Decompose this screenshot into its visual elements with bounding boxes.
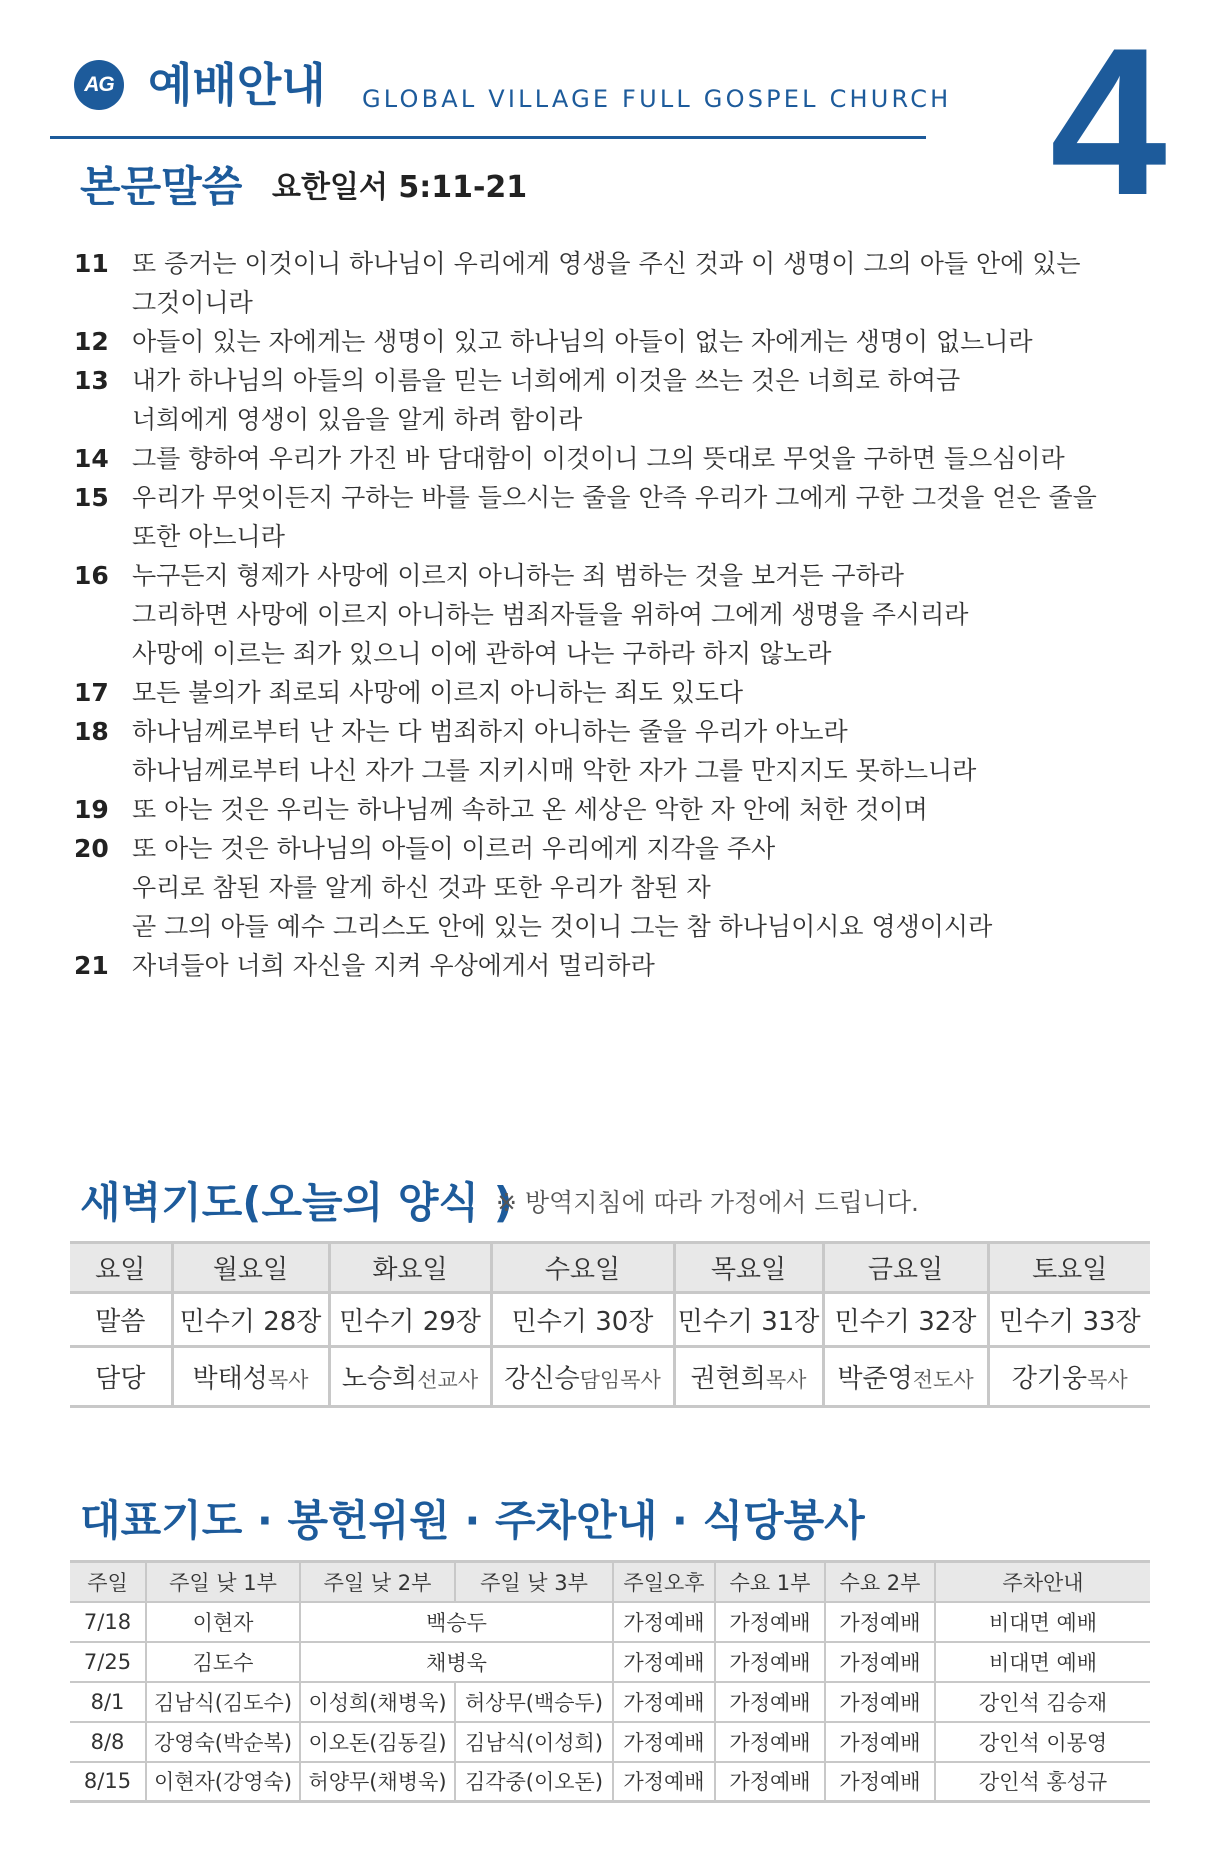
leader-cell — [329, 1347, 491, 1407]
roster-header: 주일 낮 3부 — [455, 1562, 613, 1602]
roster-cell: 가정예배 — [825, 1762, 935, 1802]
row-label-day: 요일 — [70, 1243, 172, 1293]
day-cell: 목요일 — [674, 1243, 823, 1293]
roster-cell: 이오돈(김동길) — [300, 1722, 455, 1762]
parking-cell: 비대면 예배 — [935, 1642, 1150, 1682]
verse-text: 하나님께로부터 나신 자가 그를 지키시매 악한 자가 그를 만지지도 못하느니라 — [132, 756, 977, 785]
day-cell: 화요일 — [329, 1243, 491, 1293]
leader-name: 박태성 — [192, 1364, 268, 1394]
logo-text: AG — [84, 73, 114, 96]
leader-cell — [172, 1347, 329, 1407]
verse-text: 곧 그의 아들 예수 그리스도 안에 있는 것이니 그는 참 하나님이시요 영생이시라 — [132, 912, 993, 941]
verse-number: 11 — [74, 249, 109, 278]
dawn-prayer-note: ※ 방역지침에 따라 가정에서 드립니다. — [496, 1188, 919, 1217]
day-cell: 월요일 — [172, 1243, 329, 1293]
verse-item — [74, 322, 1154, 361]
church-name: GLOBAL VILLAGE FULL GOSPEL CHURCH — [362, 85, 952, 113]
roster-cell: 김각중(이오돈) — [455, 1762, 613, 1802]
verse-text: 또 증거는 이것이니 하나님이 우리에게 영생을 주신 것과 이 생명이 그의 아들 안에 있는 — [132, 249, 1081, 278]
roster-cell: 김남식(이성희) — [455, 1722, 613, 1762]
verse-text: 또 아는 것은 하나님의 아들이 이르러 우리에게 지각을 주사 — [132, 834, 776, 863]
page-title: 예배안내 — [148, 58, 326, 112]
verse-item — [74, 946, 1154, 985]
table-row — [70, 1722, 1150, 1762]
passage-cell: 민수기 28장 — [172, 1293, 329, 1347]
roster-cell: 가정예배 — [715, 1722, 825, 1762]
leader-cell — [823, 1347, 988, 1407]
verse-text: 우리로 참된 자를 알게 하신 것과 또한 우리가 참된 자 — [132, 873, 711, 902]
roster-cell: 가정예배 — [613, 1682, 715, 1722]
verse-list — [74, 244, 1154, 985]
verse-item — [74, 556, 1154, 673]
leader-title: 담임목사 — [579, 1368, 661, 1392]
verse-item — [74, 478, 1154, 556]
page-number: 4 — [1050, 4, 1167, 239]
verse-text: 그것이니라 — [132, 288, 253, 317]
roster-cell: 이현자(강영숙) — [146, 1762, 300, 1802]
scripture-title: 본문말씀 — [80, 162, 243, 211]
roster-cell-merged: 백승두 — [300, 1602, 613, 1642]
roster-cell: 가정예배 — [825, 1602, 935, 1642]
roster-cell: 가정예배 — [613, 1762, 715, 1802]
roster-cell: 이성희(채병욱) — [300, 1682, 455, 1722]
verse-text: 또한 아느니라 — [132, 522, 285, 551]
roster-cell: 허상무(백승두) — [455, 1682, 613, 1722]
verse-text: 또 아는 것은 우리는 하나님께 속하고 온 세상은 악한 자 안에 처한 것이며 — [132, 795, 928, 824]
leader-title: 목사 — [267, 1368, 309, 1392]
church-logo — [74, 60, 124, 110]
roster-cell: 가정예배 — [613, 1722, 715, 1762]
verse-number: 17 — [74, 678, 109, 707]
leader-name: 강신승 — [504, 1364, 580, 1394]
roster-cell: 가정예배 — [613, 1642, 715, 1682]
roster-cell: 가정예배 — [715, 1682, 825, 1722]
verse-text: 아들이 있는 자에게는 생명이 있고 하나님의 아들이 없는 자에게는 생명이 없느니라 — [132, 327, 1033, 356]
verse-item — [74, 829, 1154, 946]
verse-number: 18 — [74, 717, 109, 746]
verse-text: 그리하면 사망에 이르지 아니하는 범죄자들을 위하여 그에게 생명을 주시리라 — [132, 600, 969, 629]
verse-number: 12 — [74, 327, 109, 356]
verse-text: 하나님께로부터 난 자는 다 범죄하지 아니하는 줄을 우리가 아노라 — [132, 717, 848, 746]
date-cell: 8/15 — [70, 1762, 146, 1802]
verse-item — [74, 790, 1154, 829]
verse-number: 16 — [74, 561, 109, 590]
verse-text: 너희에게 영생이 있음을 알게 하려 함이라 — [132, 405, 583, 434]
verse-item — [74, 361, 1154, 439]
leader-title: 목사 — [765, 1368, 807, 1392]
roster-cell: 가정예배 — [715, 1602, 825, 1642]
verse-text: 누구든지 형제가 사망에 이르지 아니하는 죄 범하는 것을 보거든 구하라 — [132, 561, 904, 590]
verse-number: 21 — [74, 951, 109, 980]
roster-header: 주일 낮 1부 — [146, 1562, 300, 1602]
roster-header: 주일 낮 2부 — [300, 1562, 455, 1602]
day-cell: 수요일 — [491, 1243, 674, 1293]
leader-title: 전도사 — [912, 1368, 974, 1392]
passage-cell: 민수기 32장 — [823, 1293, 988, 1347]
roster-cell: 가정예배 — [715, 1762, 825, 1802]
table-row — [70, 1762, 1150, 1802]
passage-cell: 민수기 30장 — [491, 1293, 674, 1347]
leader-title: 선교사 — [417, 1368, 479, 1392]
roster-cell: 가정예배 — [825, 1682, 935, 1722]
verse-text: 그를 향하여 우리가 가진 바 담대함이 이것이니 그의 뜻대로 무엇을 구하면 들으심이라 — [132, 444, 1065, 473]
verse-text: 자녀들아 너희 자신을 지켜 우상에게서 멀리하라 — [132, 951, 655, 980]
parking-cell: 강인석 홍성규 — [935, 1762, 1150, 1802]
date-cell: 8/1 — [70, 1682, 146, 1722]
date-cell: 7/18 — [70, 1602, 146, 1642]
parking-cell: 강인석 김승재 — [935, 1682, 1150, 1722]
table-row — [70, 1602, 1150, 1642]
roster-cell: 김도수 — [146, 1642, 300, 1682]
row-label-leader: 담당 — [70, 1347, 172, 1407]
roster-cell: 이현자 — [146, 1602, 300, 1642]
roster-header: 주일 — [70, 1562, 146, 1602]
passage-cell: 민수기 33장 — [988, 1293, 1150, 1347]
service-roster-table — [70, 1560, 1150, 1803]
roster-cell: 강영숙(박순복) — [146, 1722, 300, 1762]
leader-name: 노승희 — [341, 1364, 418, 1394]
leader-cell — [674, 1347, 823, 1407]
verse-number: 20 — [74, 834, 109, 863]
row-label-passage: 말씀 — [70, 1293, 172, 1347]
leader-name: 박준영 — [837, 1364, 913, 1394]
verse-text: 모든 불의가 죄로되 사망에 이르지 아니하는 죄도 있도다 — [132, 678, 744, 707]
verse-text: 사망에 이르는 죄가 있으니 이에 관하여 나는 구하라 하지 않노라 — [132, 639, 832, 668]
roster-header: 수요 1부 — [715, 1562, 825, 1602]
roster-cell: 가정예배 — [825, 1722, 935, 1762]
verse-item — [74, 712, 1154, 790]
verse-text: 내가 하나님의 아들의 이름을 믿는 너희에게 이것을 쓰는 것은 너희로 하여금 — [132, 366, 961, 395]
leader-name: 권현희 — [690, 1364, 766, 1394]
verse-item — [74, 439, 1154, 478]
roster-header: 주차안내 — [935, 1562, 1150, 1602]
verse-number: 19 — [74, 795, 109, 824]
verse-number: 15 — [74, 483, 109, 512]
passage-cell: 민수기 29장 — [329, 1293, 491, 1347]
roster-cell: 허양무(채병욱) — [300, 1762, 455, 1802]
roster-cell: 가정예배 — [715, 1642, 825, 1682]
roster-title: 대표기도 · 봉헌위원 · 주차안내 · 식당봉사 — [80, 1496, 865, 1545]
parking-cell: 강인석 이몽영 — [935, 1722, 1150, 1762]
roster-header: 수요 2부 — [825, 1562, 935, 1602]
verse-item — [74, 673, 1154, 712]
roster-cell-merged: 채병욱 — [300, 1642, 613, 1682]
verse-number: 13 — [74, 366, 109, 395]
leader-cell — [988, 1347, 1150, 1407]
dawn-prayer-table — [70, 1241, 1150, 1408]
date-cell: 7/25 — [70, 1642, 146, 1682]
roster-cell: 가정예배 — [613, 1602, 715, 1642]
passage-cell: 민수기 31장 — [674, 1293, 823, 1347]
day-cell: 토요일 — [988, 1243, 1150, 1293]
day-cell: 금요일 — [823, 1243, 988, 1293]
date-cell: 8/8 — [70, 1722, 146, 1762]
dawn-prayer-title: 새벽기도(오늘의 양식 ) — [80, 1178, 513, 1227]
header-divider — [50, 136, 926, 139]
parking-cell: 비대면 예배 — [935, 1602, 1150, 1642]
verse-number: 14 — [74, 444, 109, 473]
leader-title: 목사 — [1087, 1368, 1128, 1392]
leader-name: 강기웅 — [1011, 1364, 1088, 1394]
verse-item — [74, 244, 1154, 322]
leader-cell — [491, 1347, 674, 1407]
verse-text: 우리가 무엇이든지 구하는 바를 들으시는 줄을 안즉 우리가 그에게 구한 그것을 얻은 줄을 — [132, 483, 1097, 512]
table-row — [70, 1642, 1150, 1682]
table-row — [70, 1682, 1150, 1722]
roster-cell: 가정예배 — [825, 1642, 935, 1682]
roster-cell: 김남식(김도수) — [146, 1682, 300, 1722]
roster-header: 주일오후 — [613, 1562, 715, 1602]
scripture-reference: 요한일서 5:11-21 — [272, 170, 528, 205]
